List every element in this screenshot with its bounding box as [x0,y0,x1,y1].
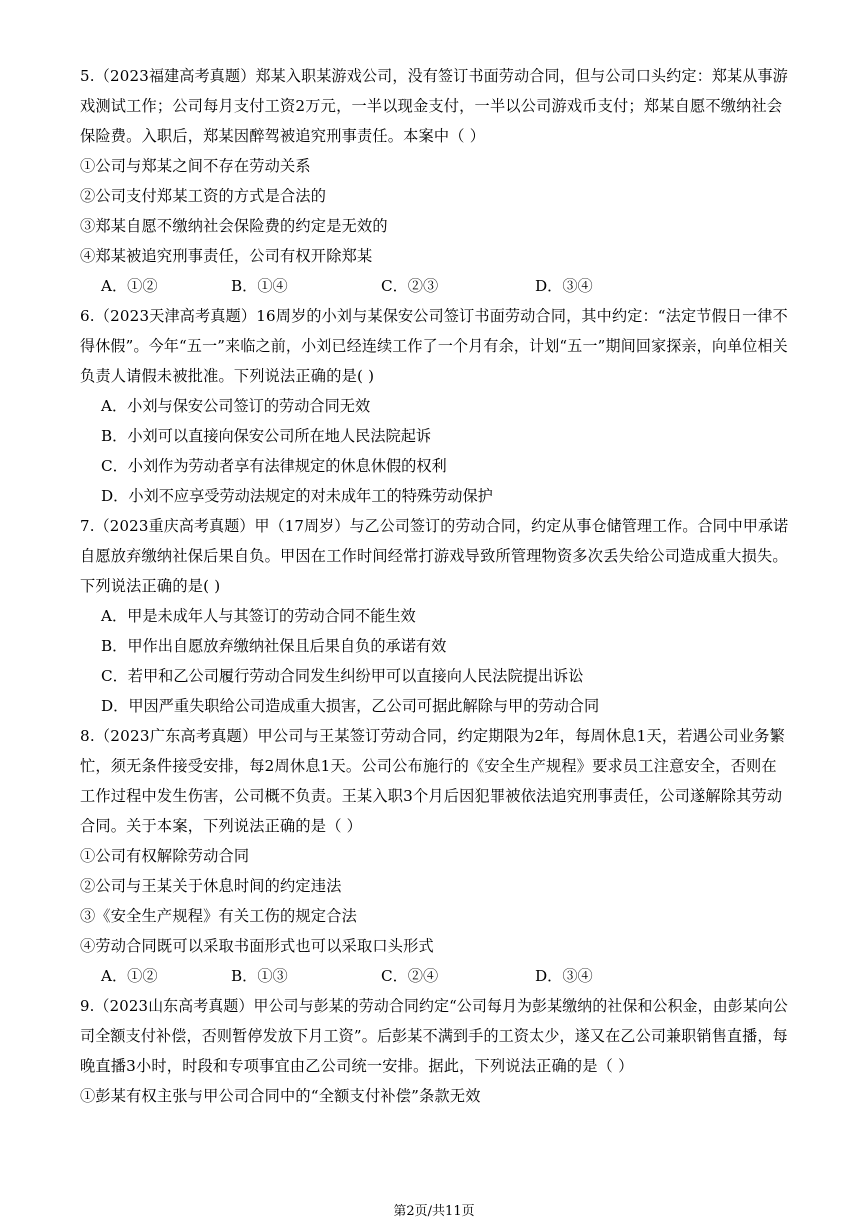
q5-stem-line-1: 5.（2023福建高考真题）郑某入职某游戏公司，没有签订书面劳动合同，但与公司口头约定：郑某从事游 [80,67,788,85]
q9-stem-line-1: 9.（2023山东高考真题）甲公司与彭某的劳动合同约定“公司每月为彭某缴纳的社保和公积金，由彭某向公 [80,997,788,1015]
q5-option-a: A．①② [101,277,158,295]
q5-option-d: D．③④ [535,277,593,295]
q5-statement-3: ③郑某自愿不缴纳社会保险费的约定是无效的 [80,217,388,235]
q9-stem-line-3: 晚直播3小时，时段和专项事宜由乙公司统一安排。据此，下列说法正确的是（ ） [80,1057,634,1075]
q7-option-c: C．若甲和乙公司履行劳动合同发生纠纷甲可以直接向人民法院提出诉讼 [101,667,584,685]
q7-stem-line-2: 自愿放弃缴纳社保后果自负。甲因在工作时间经常打游戏导致所管理物资多次丢失给公司造成重大损失。 [80,547,788,565]
q5-option-c: C．②③ [381,277,439,295]
q9-statement-1: ①彭某有权主张与甲公司合同中的“全额支付补偿”条款无效 [80,1087,481,1105]
q5-statement-1: ①公司与郑某之间不存在劳动关系 [80,157,311,175]
q8-statement-2: ②公司与王某关于休息时间的约定违法 [80,877,342,895]
page-number-footer: 第2页/共11页 [393,1204,475,1219]
q8-option-c: C．②④ [381,967,439,985]
q6-option-a: A．小刘与保安公司签订的劳动合同无效 [101,397,371,415]
q7-option-d: D．甲因严重失职给公司造成重大损害，乙公司可据此解除与甲的劳动合同 [101,697,600,715]
q6-stem-line-1: 6.（2023天津高考真题）16周岁的小刘与某保安公司签订书面劳动合同，其中约定：“法定节假日一律不 [80,307,788,325]
q8-option-d: D．③④ [535,967,593,985]
q8-stem-line-3: 工作过程中发生伤害，公司概不负责。王某入职3个月后因犯罪被依法追究刑事责任，公司遂解除其劳动 [80,787,783,805]
q5-option-b: B．①④ [231,277,288,295]
q8-stem-line-2: 忙，须无条件接受安排，每2周休息1天。公司公布施行的《安全生产规程》要求员工注意安全，否则在 [80,757,777,775]
q7-stem-line-1: 7.（2023重庆高考真题）甲（17周岁）与乙公司签订的劳动合同，约定从事仓储管理工作。合同中甲承诺 [80,517,789,535]
q5-stem-line-2: 戏测试工作；公司每月支付工资2万元，一半以现金支付，一半以公司游戏币支付；郑某自愿不缴纳社会 [80,97,783,115]
q7-option-b: B．甲作出自愿放弃缴纳社保且后果自负的承诺有效 [101,637,447,655]
q8-stem-line-4: 合同。关于本案，下列说法正确的是（ ） [80,817,363,835]
q6-option-d: D．小刘不应享受劳动法规定的对未成年工的特殊劳动保护 [101,487,493,505]
q8-stem-line-1: 8.（2023广东高考真题）甲公司与王某签订劳动合同，约定期限为2年，每周休息1天，若遇公司业务繁 [80,727,785,745]
q6-stem-line-2: 得休假”。今年“五一”来临之前，小刘已经连续工作了一个月有余，计划“五一”期间回家探亲，向单位相关 [80,337,788,355]
q9-stem-line-2: 司全额支付补偿，否则暂停发放下月工资”。后彭某不满到手的工资太少，遂又在乙公司兼职销售直播，每 [80,1027,788,1045]
q8-statement-3: ③《安全生产规程》有关工伤的规定合法 [80,907,357,925]
q5-stem-line-3: 保险费。入职后，郑某因醉驾被追究刑事责任。本案中（ ） [80,127,486,145]
q8-statement-4: ④劳动合同既可以采取书面形式也可以采取口头形式 [80,937,434,955]
q8-option-a: A．①② [101,967,158,985]
q6-stem-line-3: 负责人请假未被批准。下列说法正确的是( ) [80,367,375,385]
q8-statement-1: ①公司有权解除劳动合同 [80,847,250,865]
q6-option-c: C．小刘作为劳动者享有法律规定的休息休假的权利 [101,457,447,475]
q7-stem-line-3: 下列说法正确的是( ) [80,577,221,595]
q8-option-b: B．①③ [231,967,288,985]
q7-option-a: A．甲是未成年人与其签订的劳动合同不能生效 [101,607,416,625]
q5-statement-4: ④郑某被追究刑事责任，公司有权开除郑某 [80,247,373,265]
q5-statement-2: ②公司支付郑某工资的方式是合法的 [80,187,327,205]
q6-option-b: B．小刘可以直接向保安公司所在地人民法院起诉 [101,427,432,445]
